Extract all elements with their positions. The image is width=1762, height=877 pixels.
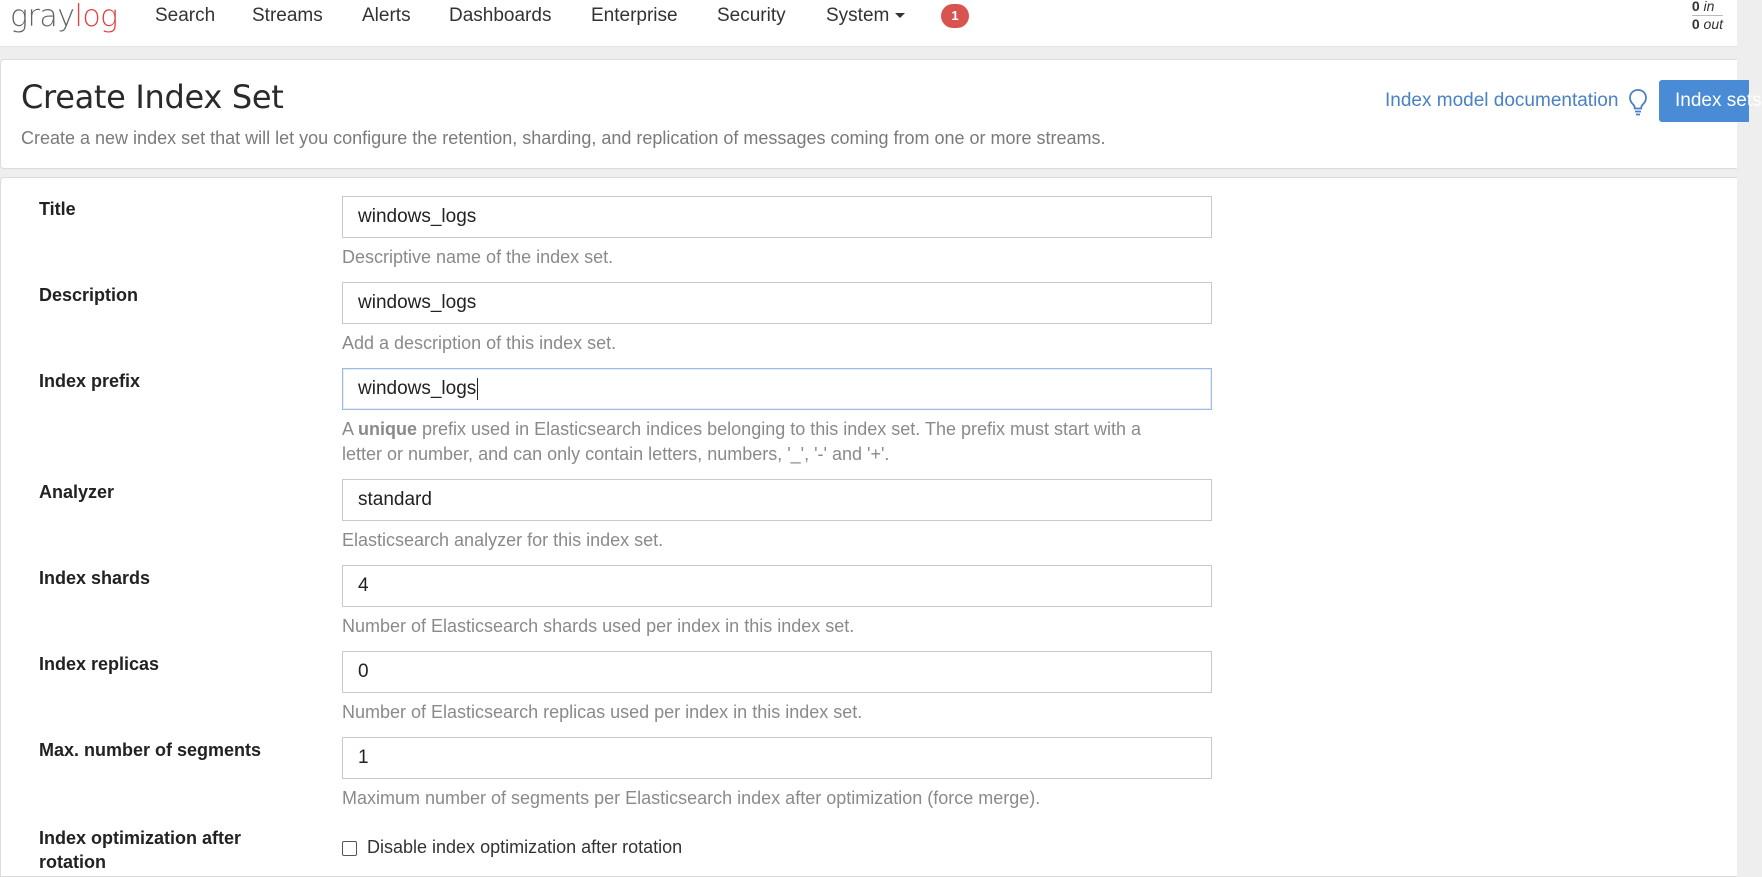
index-sets-button[interactable]: Index sets bbox=[1659, 80, 1749, 122]
analyzer-input[interactable]: standard bbox=[342, 479, 1212, 521]
help-prefix-text: A bbox=[342, 419, 359, 439]
graylog-logo[interactable]: graylog bbox=[10, 0, 118, 34]
index-model-documentation-link[interactable]: Index model documentation bbox=[1385, 90, 1619, 111]
nav-system-label: System bbox=[826, 5, 890, 26]
chevron-down-icon bbox=[895, 13, 905, 18]
index-prefix-input[interactable] bbox=[342, 368, 1212, 410]
title-input[interactable]: windows_logs bbox=[342, 196, 1212, 238]
max-segments-input[interactable]: 1 bbox=[342, 737, 1212, 779]
page-title: Create Index Set bbox=[21, 78, 284, 116]
notification-badge[interactable]: 1 bbox=[941, 4, 969, 28]
nav-streams[interactable]: Streams bbox=[252, 5, 323, 26]
throughput-out-label: out bbox=[1703, 16, 1723, 32]
throughput-out-value: 0 bbox=[1691, 16, 1700, 32]
nav-system-dropdown[interactable] bbox=[826, 4, 905, 28]
text-cursor bbox=[477, 378, 478, 400]
analyzer-label: Analyzer bbox=[39, 482, 115, 502]
nav-search[interactable]: Search bbox=[155, 5, 216, 26]
nav-dashboards[interactable]: Dashboards bbox=[449, 5, 552, 26]
index-shards-input[interactable]: 4 bbox=[342, 565, 1212, 607]
throughput-in-value: 0 bbox=[1691, 0, 1700, 14]
help-unique-text: unique bbox=[358, 419, 418, 439]
index-prefix-help bbox=[342, 417, 1222, 467]
index-prefix-label: Index prefix bbox=[39, 371, 141, 391]
help-line2-text: letter or number, and can only contain letters, numbers, '_', '-' and '+'. bbox=[342, 444, 890, 464]
nav-enterprise[interactable]: Enterprise bbox=[591, 5, 678, 26]
index-replicas-label: Index replicas bbox=[39, 654, 160, 674]
max-segments-help: Maximum number of segments per Elasticsearch index after optimization (force merge). bbox=[342, 788, 1041, 808]
nav-alerts[interactable]: Alerts bbox=[362, 5, 411, 26]
description-help: Add a description of this index set. bbox=[342, 333, 617, 353]
disable-optimization-label[interactable]: Disable index optimization after rotation bbox=[367, 837, 683, 857]
help-line1-text: prefix used in Elasticsearch indices belonging to this index set. The prefix must start with a bbox=[417, 419, 1142, 439]
nav-security[interactable]: Security bbox=[717, 5, 786, 26]
index-replicas-help: Number of Elasticsearch replicas used per index in this index set. bbox=[342, 702, 863, 722]
throughput-in-label: in bbox=[1703, 0, 1715, 14]
index-shards-label: Index shards bbox=[39, 568, 151, 588]
lightbulb-icon bbox=[1627, 88, 1649, 116]
page-description: Create a new index set that will let you configure the retention, sharding, and replication of messages coming from one or more streams. bbox=[21, 128, 1106, 148]
description-label: Description bbox=[39, 285, 139, 305]
create-index-set-form bbox=[0, 177, 1737, 877]
analyzer-help: Elasticsearch analyzer for this index set. bbox=[342, 530, 664, 550]
index-prefix-value: windows_logs bbox=[358, 378, 477, 399]
title-label: Title bbox=[39, 199, 76, 219]
page-header bbox=[0, 59, 1762, 169]
throughput-indicator[interactable] bbox=[1692, 0, 1723, 33]
title-help: Descriptive name of the index set. bbox=[342, 247, 614, 267]
top-navbar bbox=[0, 0, 1737, 47]
index-replicas-input[interactable]: 0 bbox=[342, 651, 1212, 693]
description-input[interactable]: windows_logs bbox=[342, 282, 1212, 324]
optimization-label: Index optimization after rotation bbox=[39, 828, 242, 872]
index-shards-help: Number of Elasticsearch shards used per index in this index set. bbox=[342, 616, 855, 636]
max-segments-label: Max. number of segments bbox=[39, 740, 262, 760]
disable-optimization-checkbox[interactable] bbox=[342, 841, 357, 856]
